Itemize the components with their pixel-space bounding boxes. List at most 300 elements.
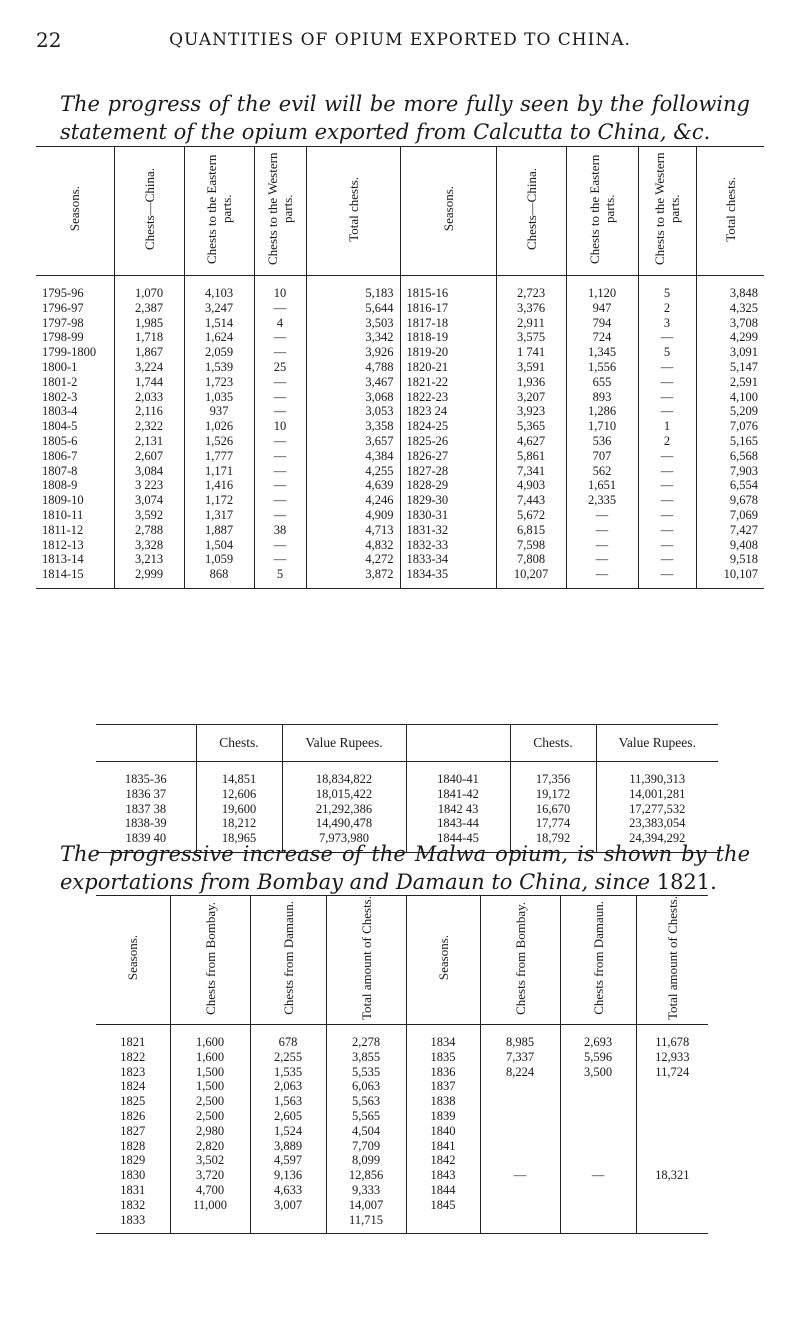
table-cell: 3,923	[496, 404, 566, 419]
table-cell: 9,678	[729, 493, 758, 508]
table-cell: —	[566, 538, 638, 553]
table-row	[96, 1153, 708, 1168]
table-cell: —	[254, 434, 306, 449]
table-cell: 1,524	[250, 1124, 326, 1139]
intro-paragraph-calcutta: The progress of the evil will be more fully seen by the following statement of the opium exported from Calcutta to China, &c.	[60, 92, 750, 144]
header-total-chests: Total chests.	[696, 147, 764, 276]
table-row	[96, 1065, 708, 1080]
table-cell: 1839	[406, 1109, 480, 1124]
table-cell	[560, 1183, 636, 1198]
table-cell: —	[254, 404, 306, 419]
table-cell: 4,627	[496, 434, 566, 449]
header-chests-damaun: Chests from Damaun.	[560, 896, 636, 1025]
table-cell: 7,341	[496, 464, 566, 479]
header-total-chests: Total chests.	[306, 147, 400, 276]
table-cell: —	[638, 390, 696, 405]
table-cell: 3,247	[184, 301, 254, 316]
table-cell: 794	[566, 316, 638, 331]
table-cell: 1835-36	[96, 762, 196, 787]
table-cell: 11,715	[326, 1213, 406, 1234]
table-cell: 1817-18	[400, 316, 496, 331]
table-cell: 1,317	[184, 508, 254, 523]
table-cell: 3,657	[306, 434, 400, 449]
table-cell: —	[254, 538, 306, 553]
table-cell: 2,999	[114, 567, 184, 588]
table-cell: 4,633	[250, 1183, 326, 1198]
table-cell: —	[566, 523, 638, 538]
header-chests: Chests.	[510, 725, 596, 762]
table-cell: 1811-12	[36, 523, 114, 538]
table-cell: 5,672	[496, 508, 566, 523]
header-chests-bombay: Chests from Bombay.	[480, 896, 560, 1025]
table-cell: 2	[638, 301, 696, 316]
table-cell: 2,255	[250, 1050, 326, 1065]
table-cell: 1845	[406, 1198, 480, 1213]
table-cell: 1830	[96, 1168, 170, 1183]
table-cell: 11,390,313	[629, 772, 686, 786]
header-value-rupees: Value Rupees.	[282, 725, 406, 762]
table-cell: 2	[638, 434, 696, 449]
table-cell: 1,504	[184, 538, 254, 553]
calcutta-header-row	[36, 147, 764, 276]
table-row	[96, 1109, 708, 1124]
table-cell: —	[638, 360, 696, 375]
table-cell	[636, 1213, 708, 1234]
table-cell: 1823 24	[400, 404, 496, 419]
table-cell	[250, 1213, 326, 1234]
table-row	[96, 1198, 708, 1213]
table-cell: —	[638, 538, 696, 553]
table-cell: 1836	[406, 1065, 480, 1080]
table-cell: 1,718	[114, 330, 184, 345]
table-cell	[480, 1183, 560, 1198]
table-cell: —	[254, 508, 306, 523]
table-cell: 2,063	[250, 1079, 326, 1094]
table-cell: 1,710	[566, 419, 638, 434]
table-cell	[480, 1198, 560, 1213]
table-cell: 3,848	[729, 286, 758, 300]
table-cell: 5	[254, 567, 306, 588]
table-row	[96, 1139, 708, 1154]
table-cell: 3,053	[306, 404, 400, 419]
table-cell	[480, 1139, 560, 1154]
table-cell: 562	[566, 464, 638, 479]
table-row	[36, 552, 764, 567]
header-seasons: Seasons.	[406, 896, 480, 1025]
table-cell: 707	[566, 449, 638, 464]
table-cell: 19,600	[196, 802, 282, 817]
table-cell: 655	[566, 375, 638, 390]
table-cell: 1798-99	[36, 330, 114, 345]
table-cell: 9,518	[729, 552, 758, 567]
table-cell: 5,861	[496, 449, 566, 464]
table-cell: 3,207	[496, 390, 566, 405]
table-cell	[636, 1153, 708, 1168]
table-cell: 7,337	[480, 1050, 560, 1065]
table-cell: 678	[250, 1025, 326, 1050]
table-cell: 3,500	[560, 1065, 636, 1080]
table-cell: 1803-4	[36, 404, 114, 419]
table-cell: 1843	[406, 1168, 480, 1183]
table-row	[36, 419, 764, 434]
table-cell: 1839 40	[96, 831, 196, 852]
table-cell: 1807-8	[36, 464, 114, 479]
table-cell: 1,345	[566, 345, 638, 360]
table-cell: —	[254, 478, 306, 493]
table-row	[36, 375, 764, 390]
table-cell: 17,277,532	[629, 801, 686, 816]
table-cell: 3,720	[170, 1168, 250, 1183]
table-cell: 17,356	[510, 762, 596, 787]
table-cell: 1,744	[114, 375, 184, 390]
table-cell: 5,183	[306, 276, 400, 301]
table-cell: 1819-20	[400, 345, 496, 360]
table-cell: 1822-23	[400, 390, 496, 405]
table-cell: 18,834,822	[282, 762, 406, 787]
table-cell	[480, 1153, 560, 1168]
table-cell: 1,723	[184, 375, 254, 390]
table-cell: 1844	[406, 1183, 480, 1198]
table-cell: —	[254, 390, 306, 405]
table-cell	[560, 1094, 636, 1109]
table-cell: 1,556	[566, 360, 638, 375]
table-cell: 1837 38	[96, 802, 196, 817]
table-cell: 1840	[406, 1124, 480, 1139]
table-cell: 4,255	[306, 464, 400, 479]
table-cell: 21,292,386	[282, 802, 406, 817]
table-cell: 1805-6	[36, 434, 114, 449]
table-cell: 1,059	[184, 552, 254, 567]
table-cell: 4,299	[729, 330, 758, 345]
table-cell: 3,084	[114, 464, 184, 479]
table-cell: 1,936	[496, 375, 566, 390]
table-cell	[480, 1079, 560, 1094]
table-cell: 2,500	[170, 1109, 250, 1124]
table-cell: 2,059	[184, 345, 254, 360]
table-cell: 2,607	[114, 449, 184, 464]
table-cell	[636, 1094, 708, 1109]
table-row	[36, 449, 764, 464]
table-row	[96, 1124, 708, 1139]
table-cell: —	[254, 301, 306, 316]
table-cell: 9,333	[326, 1183, 406, 1198]
table-cell: 1,070	[114, 276, 184, 301]
table-cell: 3,342	[306, 330, 400, 345]
table-cell: 4,832	[306, 538, 400, 553]
table-cell: 3,591	[496, 360, 566, 375]
table-cell: 1826	[96, 1109, 170, 1124]
table-cell: 3,467	[306, 375, 400, 390]
table-cell: 5,563	[326, 1094, 406, 1109]
table-cell	[636, 1183, 708, 1198]
table-cell: 1832	[96, 1198, 170, 1213]
header-season-blank	[406, 725, 510, 762]
table-cell: 1804-5	[36, 419, 114, 434]
table-cell: 5	[638, 276, 696, 301]
table-cell: —	[638, 493, 696, 508]
table-cell: 4,100	[729, 389, 758, 404]
table-cell: 1,120	[566, 276, 638, 301]
table-row	[96, 1183, 708, 1198]
table-cell: 1841	[406, 1139, 480, 1154]
table-cell: 1827-28	[400, 464, 496, 479]
table-cell: 4,597	[250, 1153, 326, 1168]
table-cell: 7,076	[729, 419, 758, 434]
table-cell: 1834	[406, 1025, 480, 1050]
table-cell: 3,855	[326, 1050, 406, 1065]
table-cell: 18,015,422	[282, 787, 406, 802]
table-cell: 1833-34	[400, 552, 496, 567]
table-cell: 3,376	[496, 301, 566, 316]
running-title: QUANTITIES OF OPIUM EXPORTED TO CHINA.	[169, 30, 631, 50]
page-number: 22	[36, 28, 62, 52]
table-cell: 1836 37	[96, 787, 196, 802]
table-cell: 2,723	[496, 276, 566, 301]
table-cell: 8,099	[326, 1153, 406, 1168]
table-cell: —	[254, 449, 306, 464]
table-cell: 2,033	[114, 390, 184, 405]
table-cell: 14,001,281	[629, 786, 686, 801]
table-cell: 5	[638, 345, 696, 360]
table-cell: 1812-13	[36, 538, 114, 553]
table-cell: 10	[254, 419, 306, 434]
table-cell: 937	[184, 404, 254, 419]
table-cell: —	[638, 404, 696, 419]
table-cell: 3	[638, 316, 696, 331]
table-row	[36, 316, 764, 331]
table-row	[36, 404, 764, 419]
table-cell: —	[566, 552, 638, 567]
table-cell: —	[254, 375, 306, 390]
table-cell: —	[480, 1168, 560, 1183]
table-cell: 4,325	[729, 300, 758, 315]
table-cell: 1828-29	[400, 478, 496, 493]
table-cell	[560, 1124, 636, 1139]
table-cell: 7,903	[729, 463, 758, 478]
table-cell: 1,887	[184, 523, 254, 538]
table-cell: 5,365	[496, 419, 566, 434]
table-row	[36, 390, 764, 405]
table-cell: 1823	[96, 1065, 170, 1080]
table-cell: 7,973,980	[282, 831, 406, 852]
table-cell: 7,069	[729, 507, 758, 522]
intro-malwa-text: The progressive increase of the Malwa opium, is shown by the exportations from Bombay and Damaun to China, since	[60, 842, 750, 894]
header-chests: Chests.	[196, 725, 282, 762]
table-row	[36, 493, 764, 508]
table-cell	[480, 1213, 560, 1234]
table-cell: 12,933	[655, 1049, 690, 1064]
table-cell: 1831	[96, 1183, 170, 1198]
table-cell: 14,851	[196, 762, 282, 787]
table-cell: 1,416	[184, 478, 254, 493]
table-cell: —	[638, 478, 696, 493]
table-cell: 893	[566, 390, 638, 405]
header-total-amount: Total amount of Chests.	[636, 896, 708, 1025]
table-row	[36, 508, 764, 523]
table-row	[36, 538, 764, 553]
table-row	[36, 345, 764, 360]
table-cell: 38	[254, 523, 306, 538]
table-cell: 1824	[96, 1079, 170, 1094]
table-cell: 12,856	[326, 1168, 406, 1183]
header-season-blank	[96, 725, 196, 762]
table-cell	[636, 1139, 708, 1154]
calcutta-export-table	[36, 146, 764, 589]
table-cell: 3 223	[114, 478, 184, 493]
table-row	[36, 276, 764, 301]
table-cell: 3,213	[114, 552, 184, 567]
table-cell: —	[566, 567, 638, 588]
table-cell: 1800-1	[36, 360, 114, 375]
header-total-amount: Total amount of Chests.	[326, 896, 406, 1025]
table-cell: 1832-33	[400, 538, 496, 553]
table-cell: 18,321	[655, 1168, 690, 1183]
table-cell: 6,063	[326, 1079, 406, 1094]
table-cell: 3,926	[306, 345, 400, 360]
table-cell	[560, 1079, 636, 1094]
malwa-header-row	[96, 896, 708, 1025]
table-cell: 2,500	[170, 1094, 250, 1109]
table-cell: 3,068	[306, 390, 400, 405]
table-cell: 1,172	[184, 493, 254, 508]
table-cell: 7,808	[496, 552, 566, 567]
table-cell: —	[638, 464, 696, 479]
table-cell: 1,500	[170, 1065, 250, 1080]
table-cell: 5,165	[729, 433, 758, 448]
table-row	[96, 1168, 708, 1183]
table-cell: —	[254, 552, 306, 567]
table-cell: 14,490,478	[282, 816, 406, 831]
table-cell: 4,909	[306, 508, 400, 523]
table-row	[36, 523, 764, 538]
table-cell: 3,575	[496, 330, 566, 345]
table-cell: 1814-15	[36, 567, 114, 588]
table-cell: —	[638, 375, 696, 390]
table-cell: 1837	[406, 1079, 480, 1094]
table-cell: 5,565	[326, 1109, 406, 1124]
table-cell: 1799-1800	[36, 345, 114, 360]
table-cell: 4,103	[184, 276, 254, 301]
table-cell: 1,985	[114, 316, 184, 331]
table-cell: 1818-19	[400, 330, 496, 345]
table-row	[96, 1213, 708, 1234]
table-cell	[406, 1213, 480, 1234]
table-row	[36, 478, 764, 493]
table-cell: 18,212	[196, 816, 282, 831]
table-row	[96, 816, 718, 831]
table-row	[36, 330, 764, 345]
table-cell: 2,980	[170, 1124, 250, 1139]
table-cell: 1844-45	[406, 831, 510, 852]
table-cell: 2,693	[560, 1025, 636, 1050]
table-cell: 4	[254, 316, 306, 331]
table-cell: 1816-17	[400, 301, 496, 316]
table-cell: 3,889	[250, 1139, 326, 1154]
table-row	[36, 464, 764, 479]
header-seasons: Seasons.	[96, 896, 170, 1025]
table-cell: 1810-11	[36, 508, 114, 523]
table-cell: —	[560, 1168, 636, 1183]
header-seasons: Seasons.	[400, 147, 496, 276]
table-cell: 1808-9	[36, 478, 114, 493]
table-cell: 4,246	[306, 493, 400, 508]
table-cell: 10	[254, 276, 306, 301]
table-cell: —	[254, 464, 306, 479]
table-row	[96, 762, 718, 787]
table-cell	[636, 1079, 708, 1094]
table-cell: 868	[184, 567, 254, 588]
header-chests-eastern: Chests to the Eastern parts.	[566, 147, 638, 276]
table-cell: 1825-26	[400, 434, 496, 449]
table-cell: 11,678	[655, 1035, 690, 1050]
header-chests-eastern: Chests to the Eastern parts.	[184, 147, 254, 276]
table-cell: 1806-7	[36, 449, 114, 464]
table-cell	[636, 1109, 708, 1124]
intro-paragraph-malwa	[60, 840, 750, 896]
table-cell: 3,708	[729, 315, 758, 330]
table-cell: 2,911	[496, 316, 566, 331]
table-cell: 1841-42	[406, 787, 510, 802]
table-row	[96, 1079, 708, 1094]
table-cell: 1820-21	[400, 360, 496, 375]
table-cell: 1	[638, 419, 696, 434]
table-cell	[480, 1109, 560, 1124]
table-cell: 4,384	[306, 449, 400, 464]
table-cell: 1840-41	[406, 762, 510, 787]
table-cell: —	[638, 508, 696, 523]
table-row	[36, 360, 764, 375]
table-cell: 1829-30	[400, 493, 496, 508]
table-cell: —	[254, 493, 306, 508]
table-row	[36, 567, 764, 588]
table-cell: 724	[566, 330, 638, 345]
table-cell: 5,644	[306, 301, 400, 316]
table-cell: 1,867	[114, 345, 184, 360]
table-row	[36, 434, 764, 449]
malwa-export-table	[96, 895, 708, 1234]
table-cell: 1,600	[170, 1025, 250, 1050]
table-cell: 4,504	[326, 1124, 406, 1139]
table-cell: 5,147	[729, 359, 758, 374]
header-chests-damaun: Chests from Damaun.	[250, 896, 326, 1025]
table-cell: 1824-25	[400, 419, 496, 434]
table-cell: 1,600	[170, 1050, 250, 1065]
table-cell	[560, 1213, 636, 1234]
table-cell: 7,709	[326, 1139, 406, 1154]
table-cell: 1,563	[250, 1094, 326, 1109]
table-cell: 14,007	[326, 1198, 406, 1213]
table-cell: 25	[254, 360, 306, 375]
table-cell: 947	[566, 301, 638, 316]
header-chests-western: Chests to the Western parts.	[254, 147, 306, 276]
table-cell: 1,526	[184, 434, 254, 449]
table-cell: 7,598	[496, 538, 566, 553]
table-cell: 1834-35	[400, 567, 496, 588]
table-cell: 1842	[406, 1153, 480, 1168]
table-cell: 1,624	[184, 330, 254, 345]
table-cell: 2,335	[566, 493, 638, 508]
table-cell: 2,788	[114, 523, 184, 538]
table-cell: 1,286	[566, 404, 638, 419]
table-row	[96, 802, 718, 817]
table-cell: 18,965	[196, 831, 282, 852]
table-cell: —	[638, 567, 696, 588]
table-cell: 12,606	[196, 787, 282, 802]
table-cell: 4,272	[306, 552, 400, 567]
table-cell: 1,500	[170, 1079, 250, 1094]
table-cell: 3,328	[114, 538, 184, 553]
table-row	[96, 1050, 708, 1065]
